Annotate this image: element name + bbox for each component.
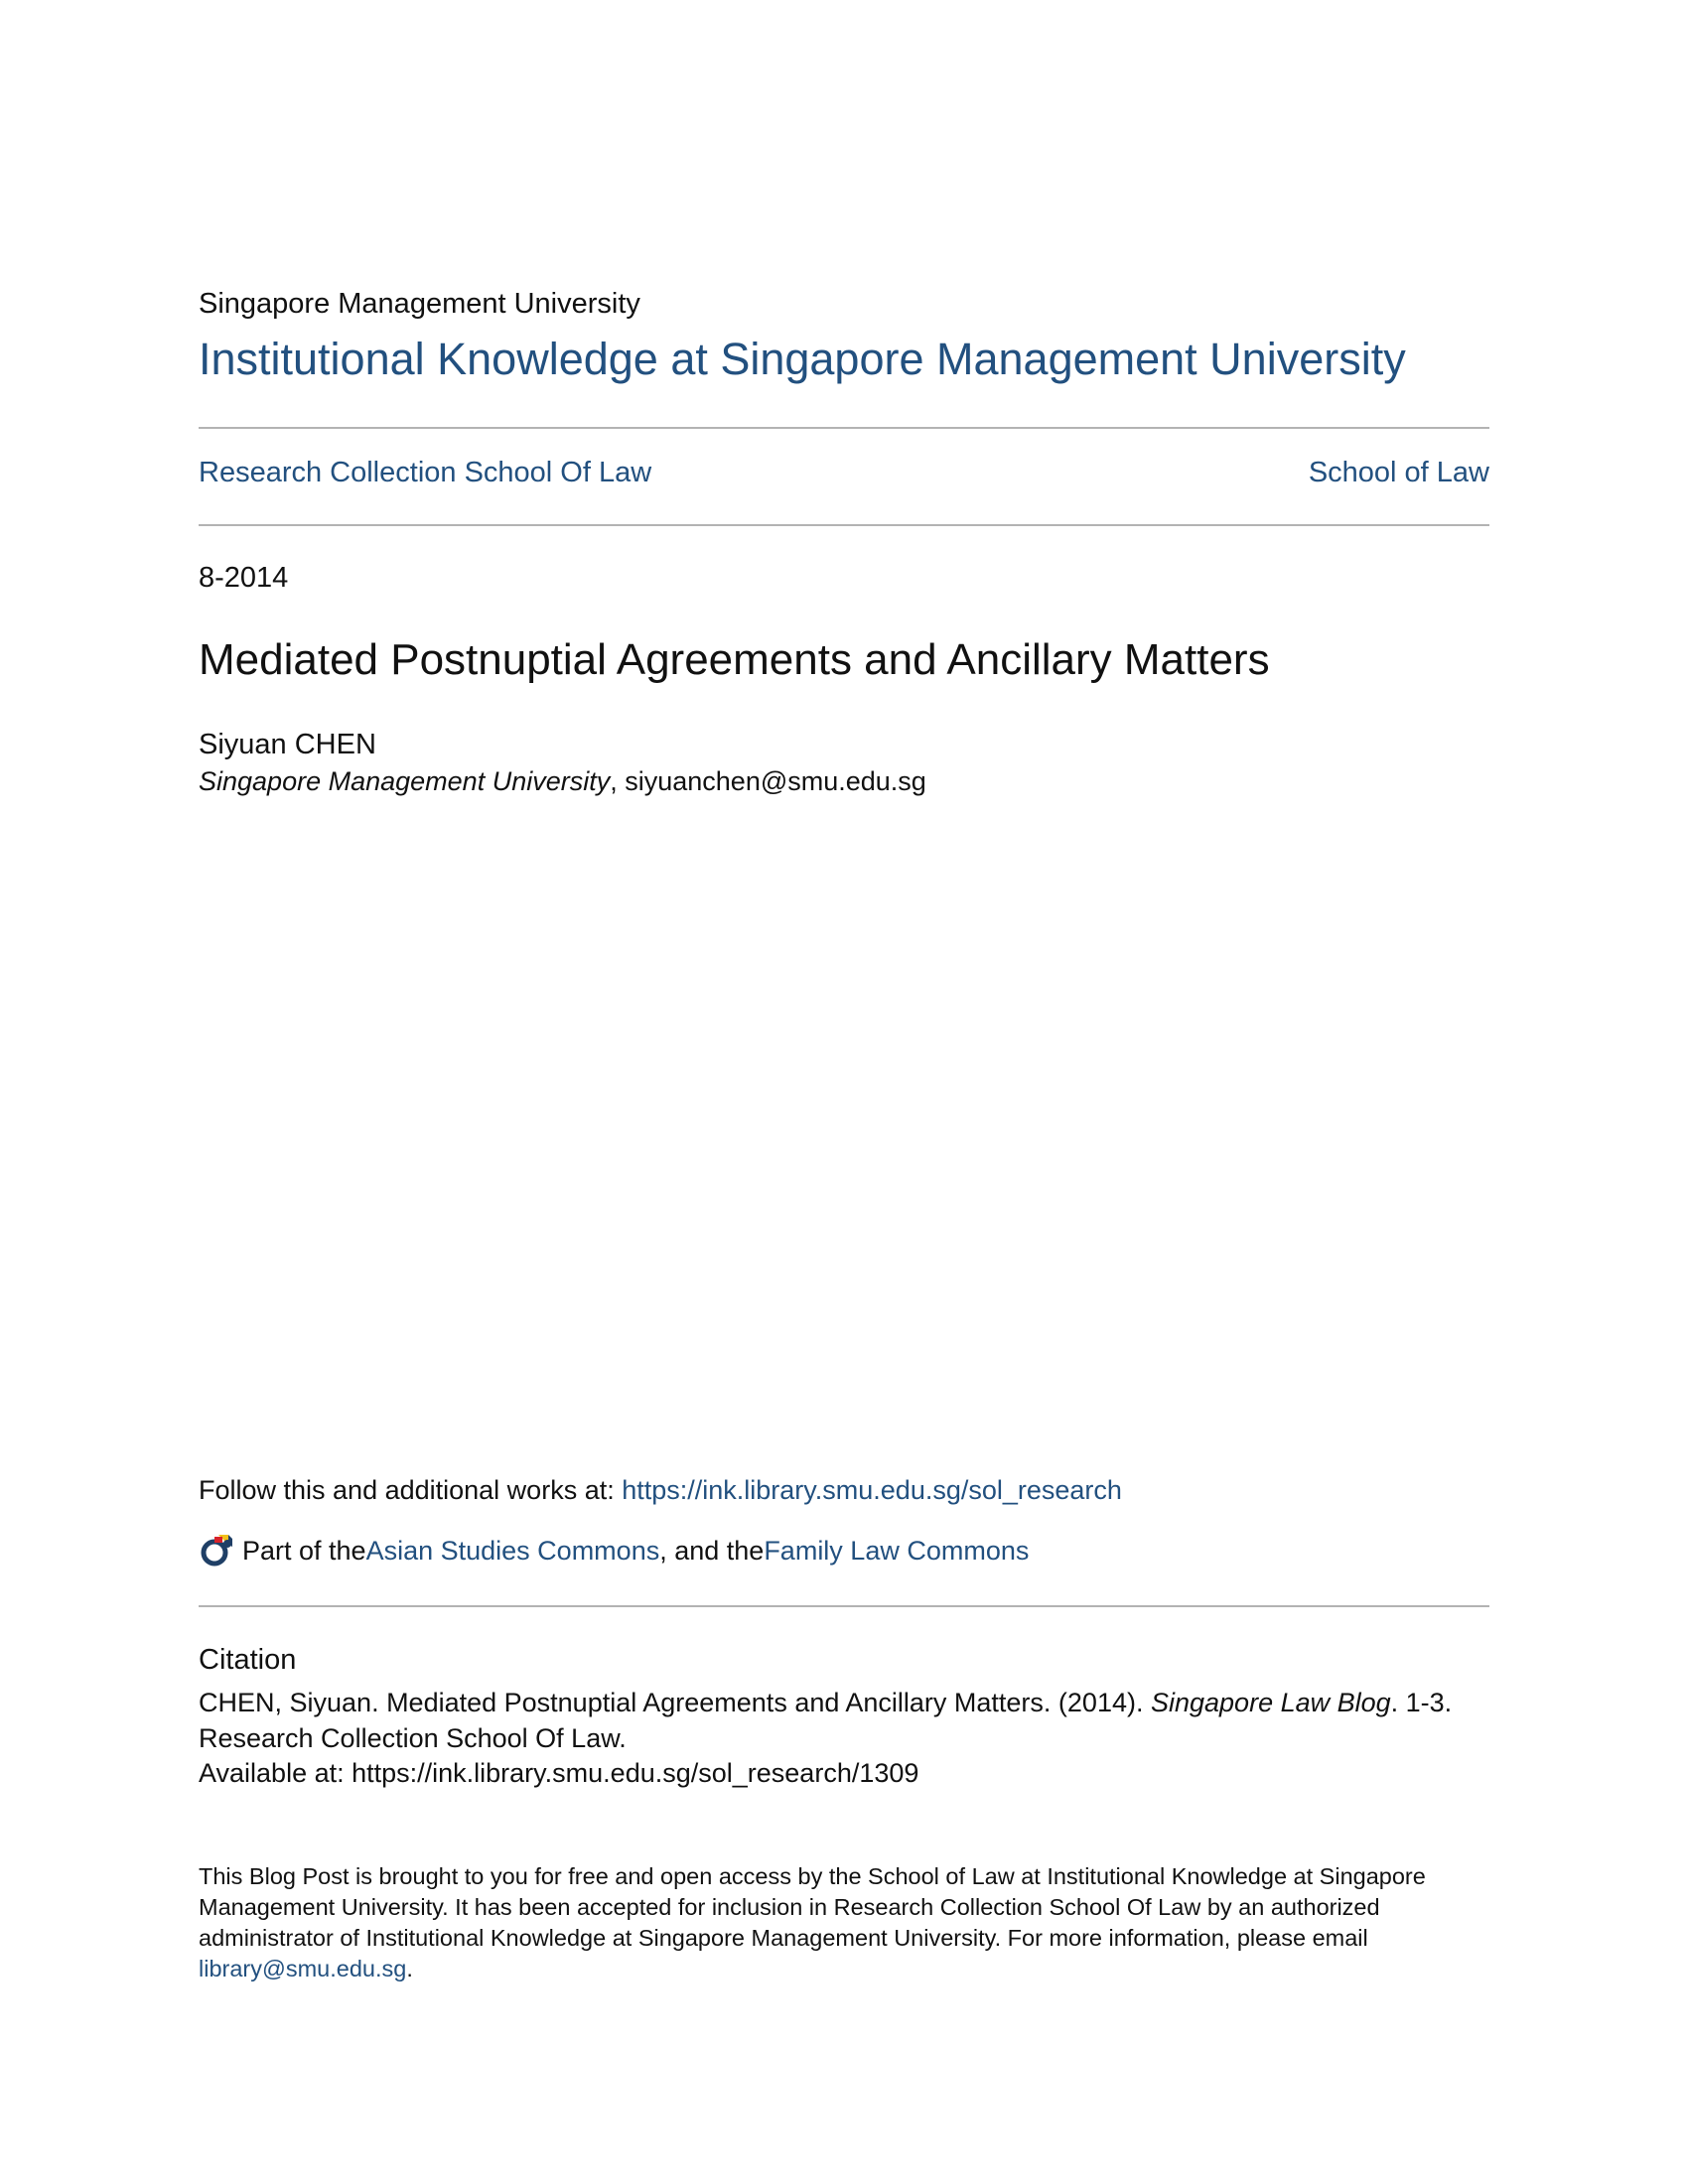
article-title: Mediated Postnuptial Agreements and Ancillary Matters <box>199 635 1270 684</box>
repository-link[interactable]: Institutional Knowledge at Singapore Management University <box>199 334 1406 384</box>
available-url: https://ink.library.smu.edu.sg/sol_research/1309 <box>344 1758 919 1788</box>
available-label: Available at: <box>199 1758 345 1788</box>
partof-prefix: Part of the <box>242 1535 366 1566</box>
access-notice-text: This Blog Post is brought to you for free and open access by the School of Law at Institutional Knowledge at Singapore Management University. It has been accepted for inclusion in Research Collection School Of Law by an authorized administrator of Institutional Knowledge at Singapore Management University. For more information, please email <box>199 1863 1426 1951</box>
publication-date: 8-2014 <box>199 562 289 594</box>
affiliation-separator: , <box>610 766 626 796</box>
author-affiliation <box>199 766 926 797</box>
collection-link[interactable]: Research Collection School Of Law <box>199 457 652 488</box>
school-link[interactable]: School of Law <box>1308 457 1489 488</box>
asian-studies-commons-link[interactable]: Asian Studies Commons <box>365 1535 660 1566</box>
access-notice <box>199 1861 1489 1984</box>
access-notice-end: . <box>406 1956 413 1981</box>
citation-main: CHEN, Siyuan. Mediated Postnuptial Agreements and Ancillary Matters. (2014). <box>199 1688 1151 1717</box>
collection-url-link[interactable]: https://ink.library.smu.edu.sg/sol_research <box>622 1475 1122 1505</box>
commons-network-icon <box>199 1533 234 1569</box>
family-law-commons-link[interactable]: Family Law Commons <box>764 1535 1030 1566</box>
part-of-line <box>199 1533 1029 1569</box>
library-email-link[interactable]: library@smu.edu.sg <box>199 1956 407 1981</box>
citation-text <box>199 1685 1489 1756</box>
author-email: siyuanchen@smu.edu.sg <box>625 766 926 796</box>
follow-prefix: Follow this and additional works at: <box>199 1475 623 1505</box>
affiliation-name: Singapore Management University <box>199 766 611 796</box>
author-name: Siyuan CHEN <box>199 729 376 760</box>
institution-name: Singapore Management University <box>199 288 640 320</box>
citation-heading: Citation <box>199 1644 297 1676</box>
divider <box>199 427 1489 429</box>
citation-journal: Singapore Law Blog <box>1150 1688 1391 1717</box>
follow-line <box>199 1475 1122 1506</box>
cover-page <box>199 0 1489 2184</box>
divider <box>199 1605 1489 1607</box>
citation-collection: Research Collection School Of Law. <box>199 1723 627 1753</box>
divider <box>199 524 1489 526</box>
partof-middle: , and the <box>659 1535 765 1566</box>
citation-pages: . 1-3. <box>1390 1688 1453 1717</box>
available-at <box>199 1758 918 1789</box>
